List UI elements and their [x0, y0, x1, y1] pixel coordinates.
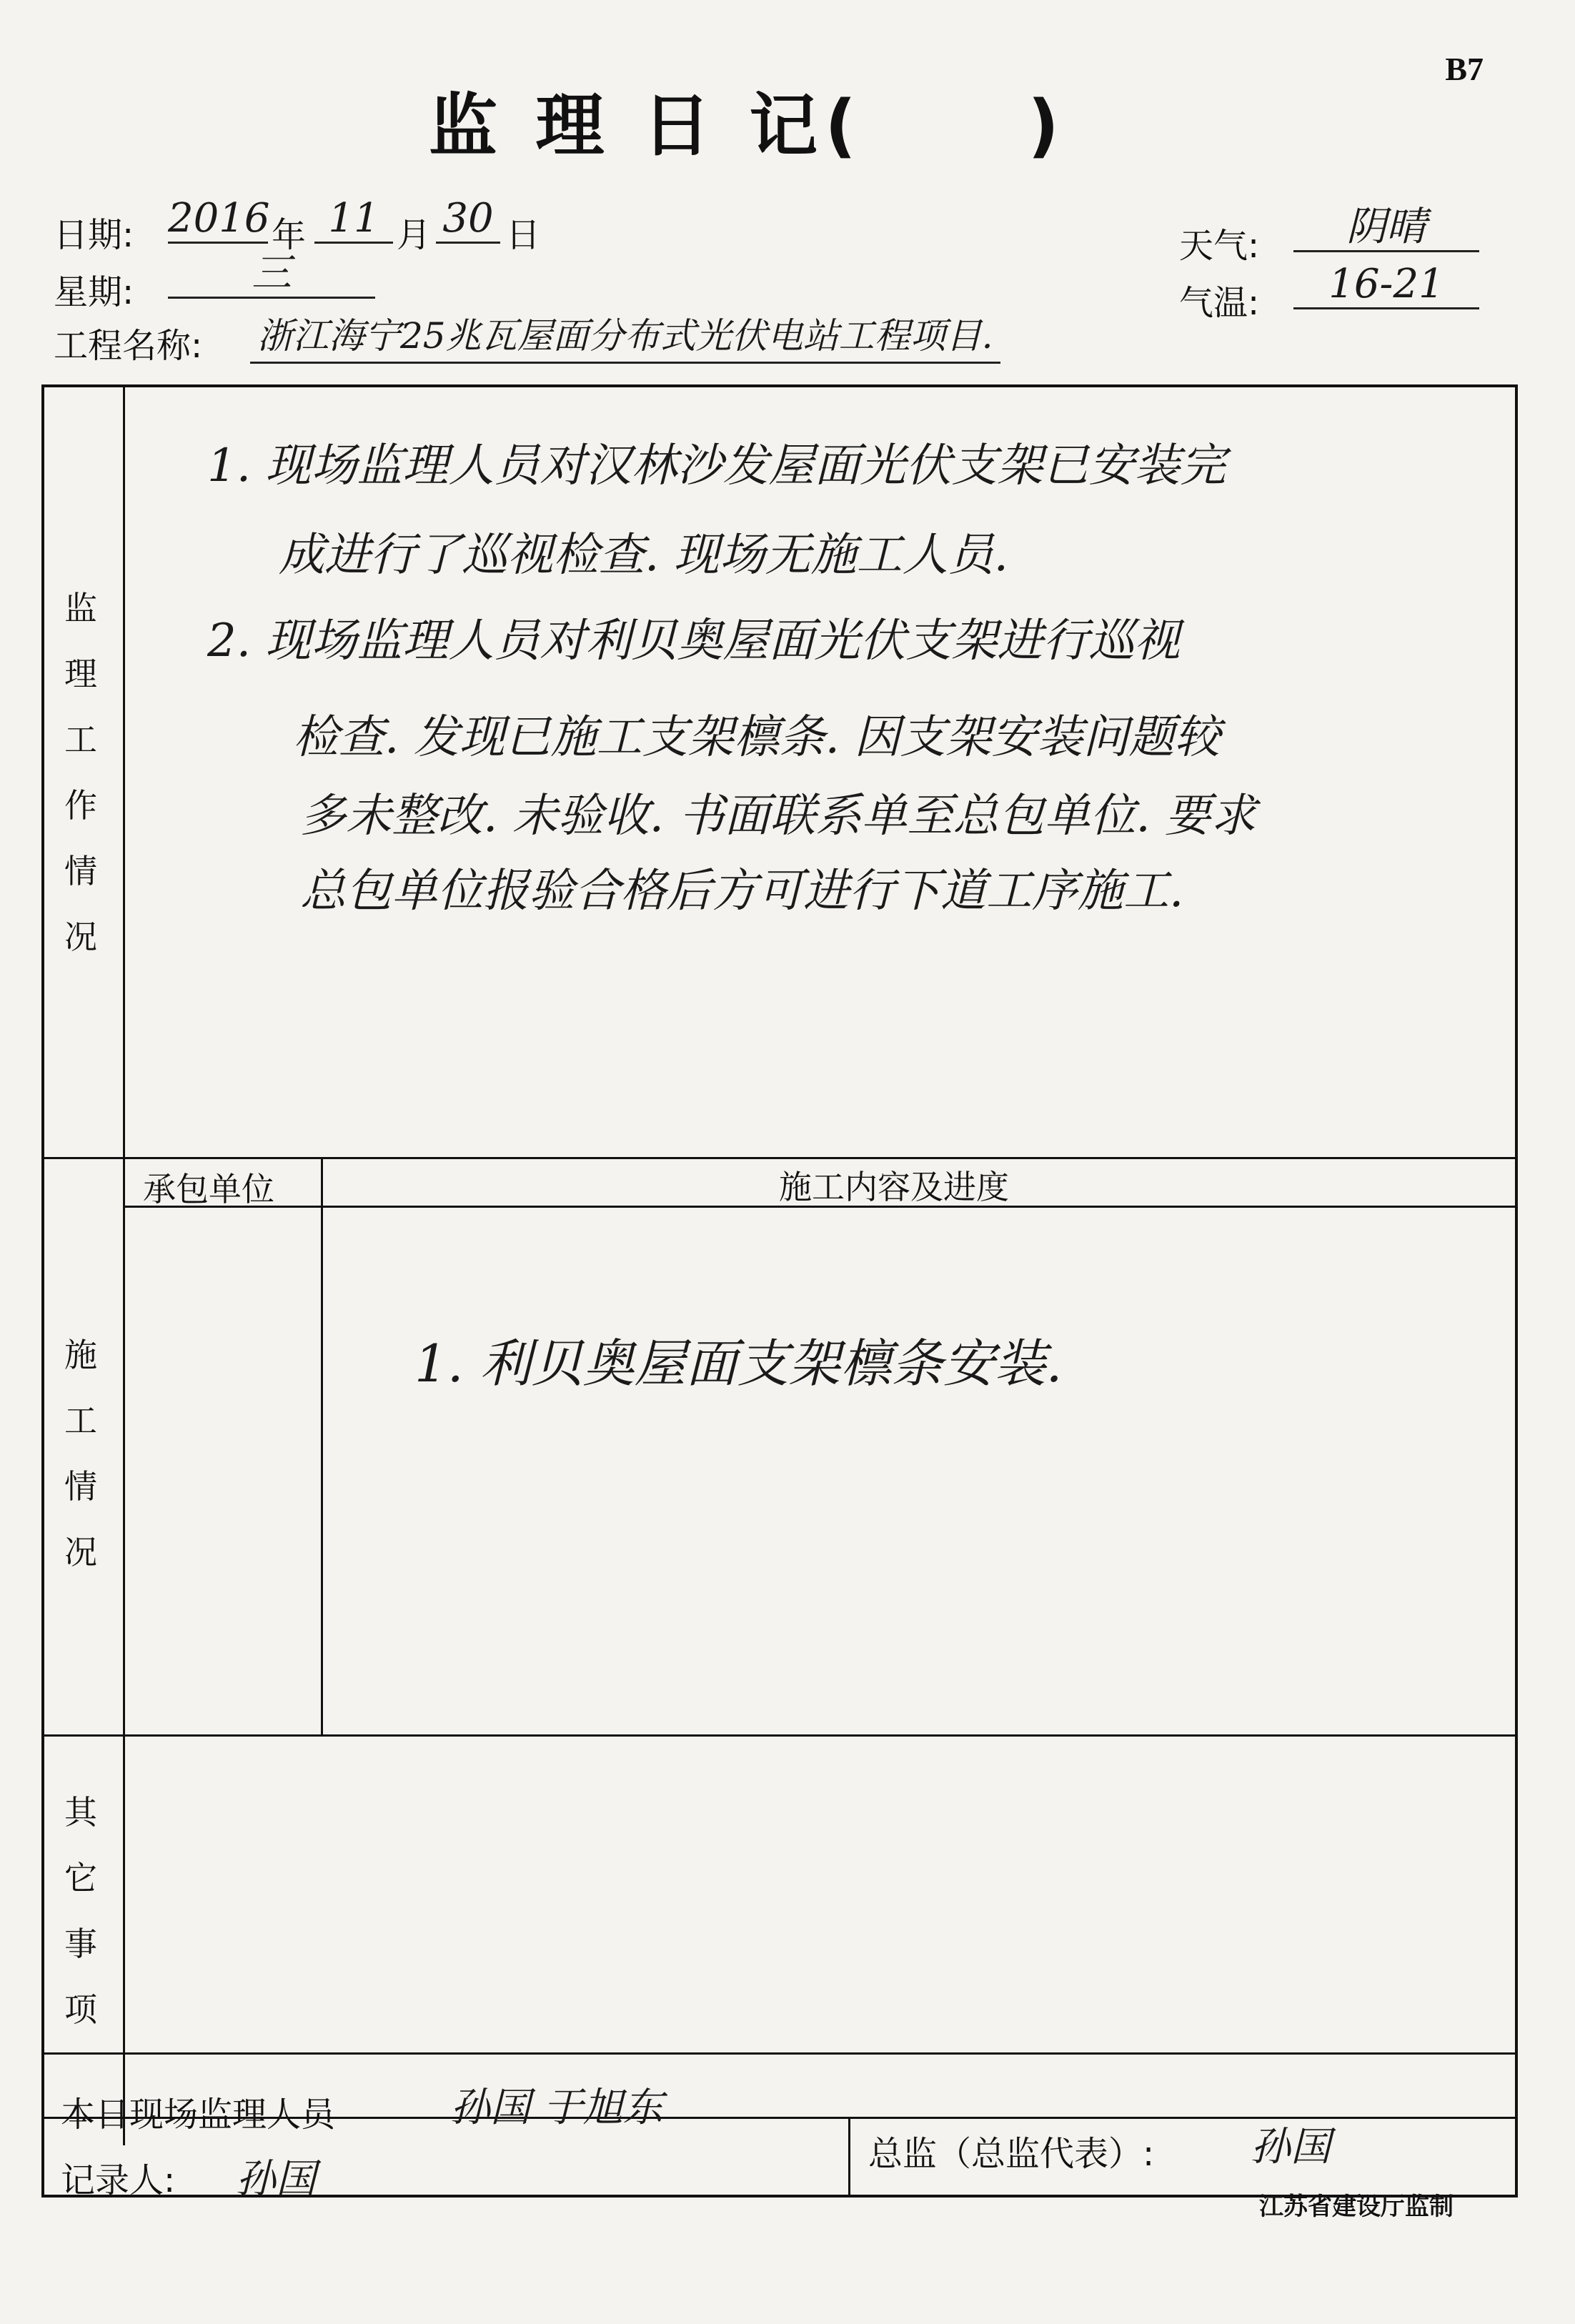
title-text: 监 理 日 记(	[429, 86, 864, 166]
other-section-bottom	[44, 2052, 1515, 2055]
content-column-header: 施工内容及进度	[779, 1168, 1009, 1206]
title-close: )	[1028, 86, 1067, 166]
form-code: B7	[1445, 51, 1484, 87]
date-year: 2016	[168, 199, 268, 244]
contractor-column-header: 承包单位	[143, 1170, 274, 1208]
onsite-supervisors-signatures: 孙国 于旭东	[450, 2085, 663, 2131]
document-title	[429, 71, 1066, 169]
onsite-supervisors-label: 本日现场监理人员	[61, 2095, 336, 2135]
date-label: 日期:	[54, 215, 134, 255]
contractor-column-divider	[321, 1157, 323, 1734]
recorder-label: 记录人:	[61, 2160, 176, 2200]
project-label: 工程名称:	[54, 326, 203, 366]
temperature-label: 气温:	[1179, 283, 1260, 323]
date-month: 11	[314, 199, 393, 244]
supervision-line: 检查. 发现已施工支架檩条. 因支架安装问题较	[293, 711, 1221, 764]
construction-item: 1. 利贝奥屋面支架檩条安装.	[414, 1334, 1063, 1394]
construction-section-bottom	[44, 1734, 1515, 1737]
day-unit: 日	[506, 215, 541, 255]
supervision-section-label: 监 理 工 作 情 况	[64, 589, 97, 956]
weekday-label: 星期:	[54, 272, 134, 312]
supervision-line: 2. 现场监理人员对利贝奥屋面光伏支架进行巡视	[207, 615, 1181, 667]
supervision-line: 多未整改. 未验收. 书面联系单至总包单位. 要求	[300, 790, 1257, 843]
construction-section-label: 施 工 情 况	[64, 1336, 97, 1571]
date-day: 30	[436, 199, 500, 244]
weekday-value: 三	[168, 254, 375, 299]
chief-supervisor-signature: 孙国	[1251, 2124, 1331, 2170]
weather-value: 阴晴	[1293, 207, 1479, 252]
recorder-signature: 孙国	[236, 2156, 316, 2203]
issuing-organization: 江苏省建设厅监制	[1259, 2193, 1454, 2221]
supervision-line: 总包单位报验合格后方可进行下道工序施工.	[300, 865, 1184, 918]
label-column-divider	[123, 387, 125, 2145]
supervision-line: 1. 现场监理人员对汉林沙发屋面光伏支架已安装完	[207, 440, 1226, 492]
year-unit: 年	[272, 215, 307, 255]
weather-label: 天气:	[1179, 226, 1260, 266]
supervision-line: 成进行了巡视检查. 现场无施工人员.	[279, 529, 1009, 582]
project-name: 浙江海宁25兆瓦屋面分布式光伏电站工程项目.	[250, 307, 1000, 364]
other-section-label: 其 它 事 项	[64, 1793, 97, 2029]
temperature-value: 16-21	[1293, 264, 1479, 309]
signature-divider	[848, 2117, 850, 2195]
month-unit: 月	[397, 215, 432, 255]
chief-supervisor-label: 总监（总监代表）:	[868, 2134, 1155, 2174]
supervision-section-bottom	[44, 1157, 1515, 1159]
